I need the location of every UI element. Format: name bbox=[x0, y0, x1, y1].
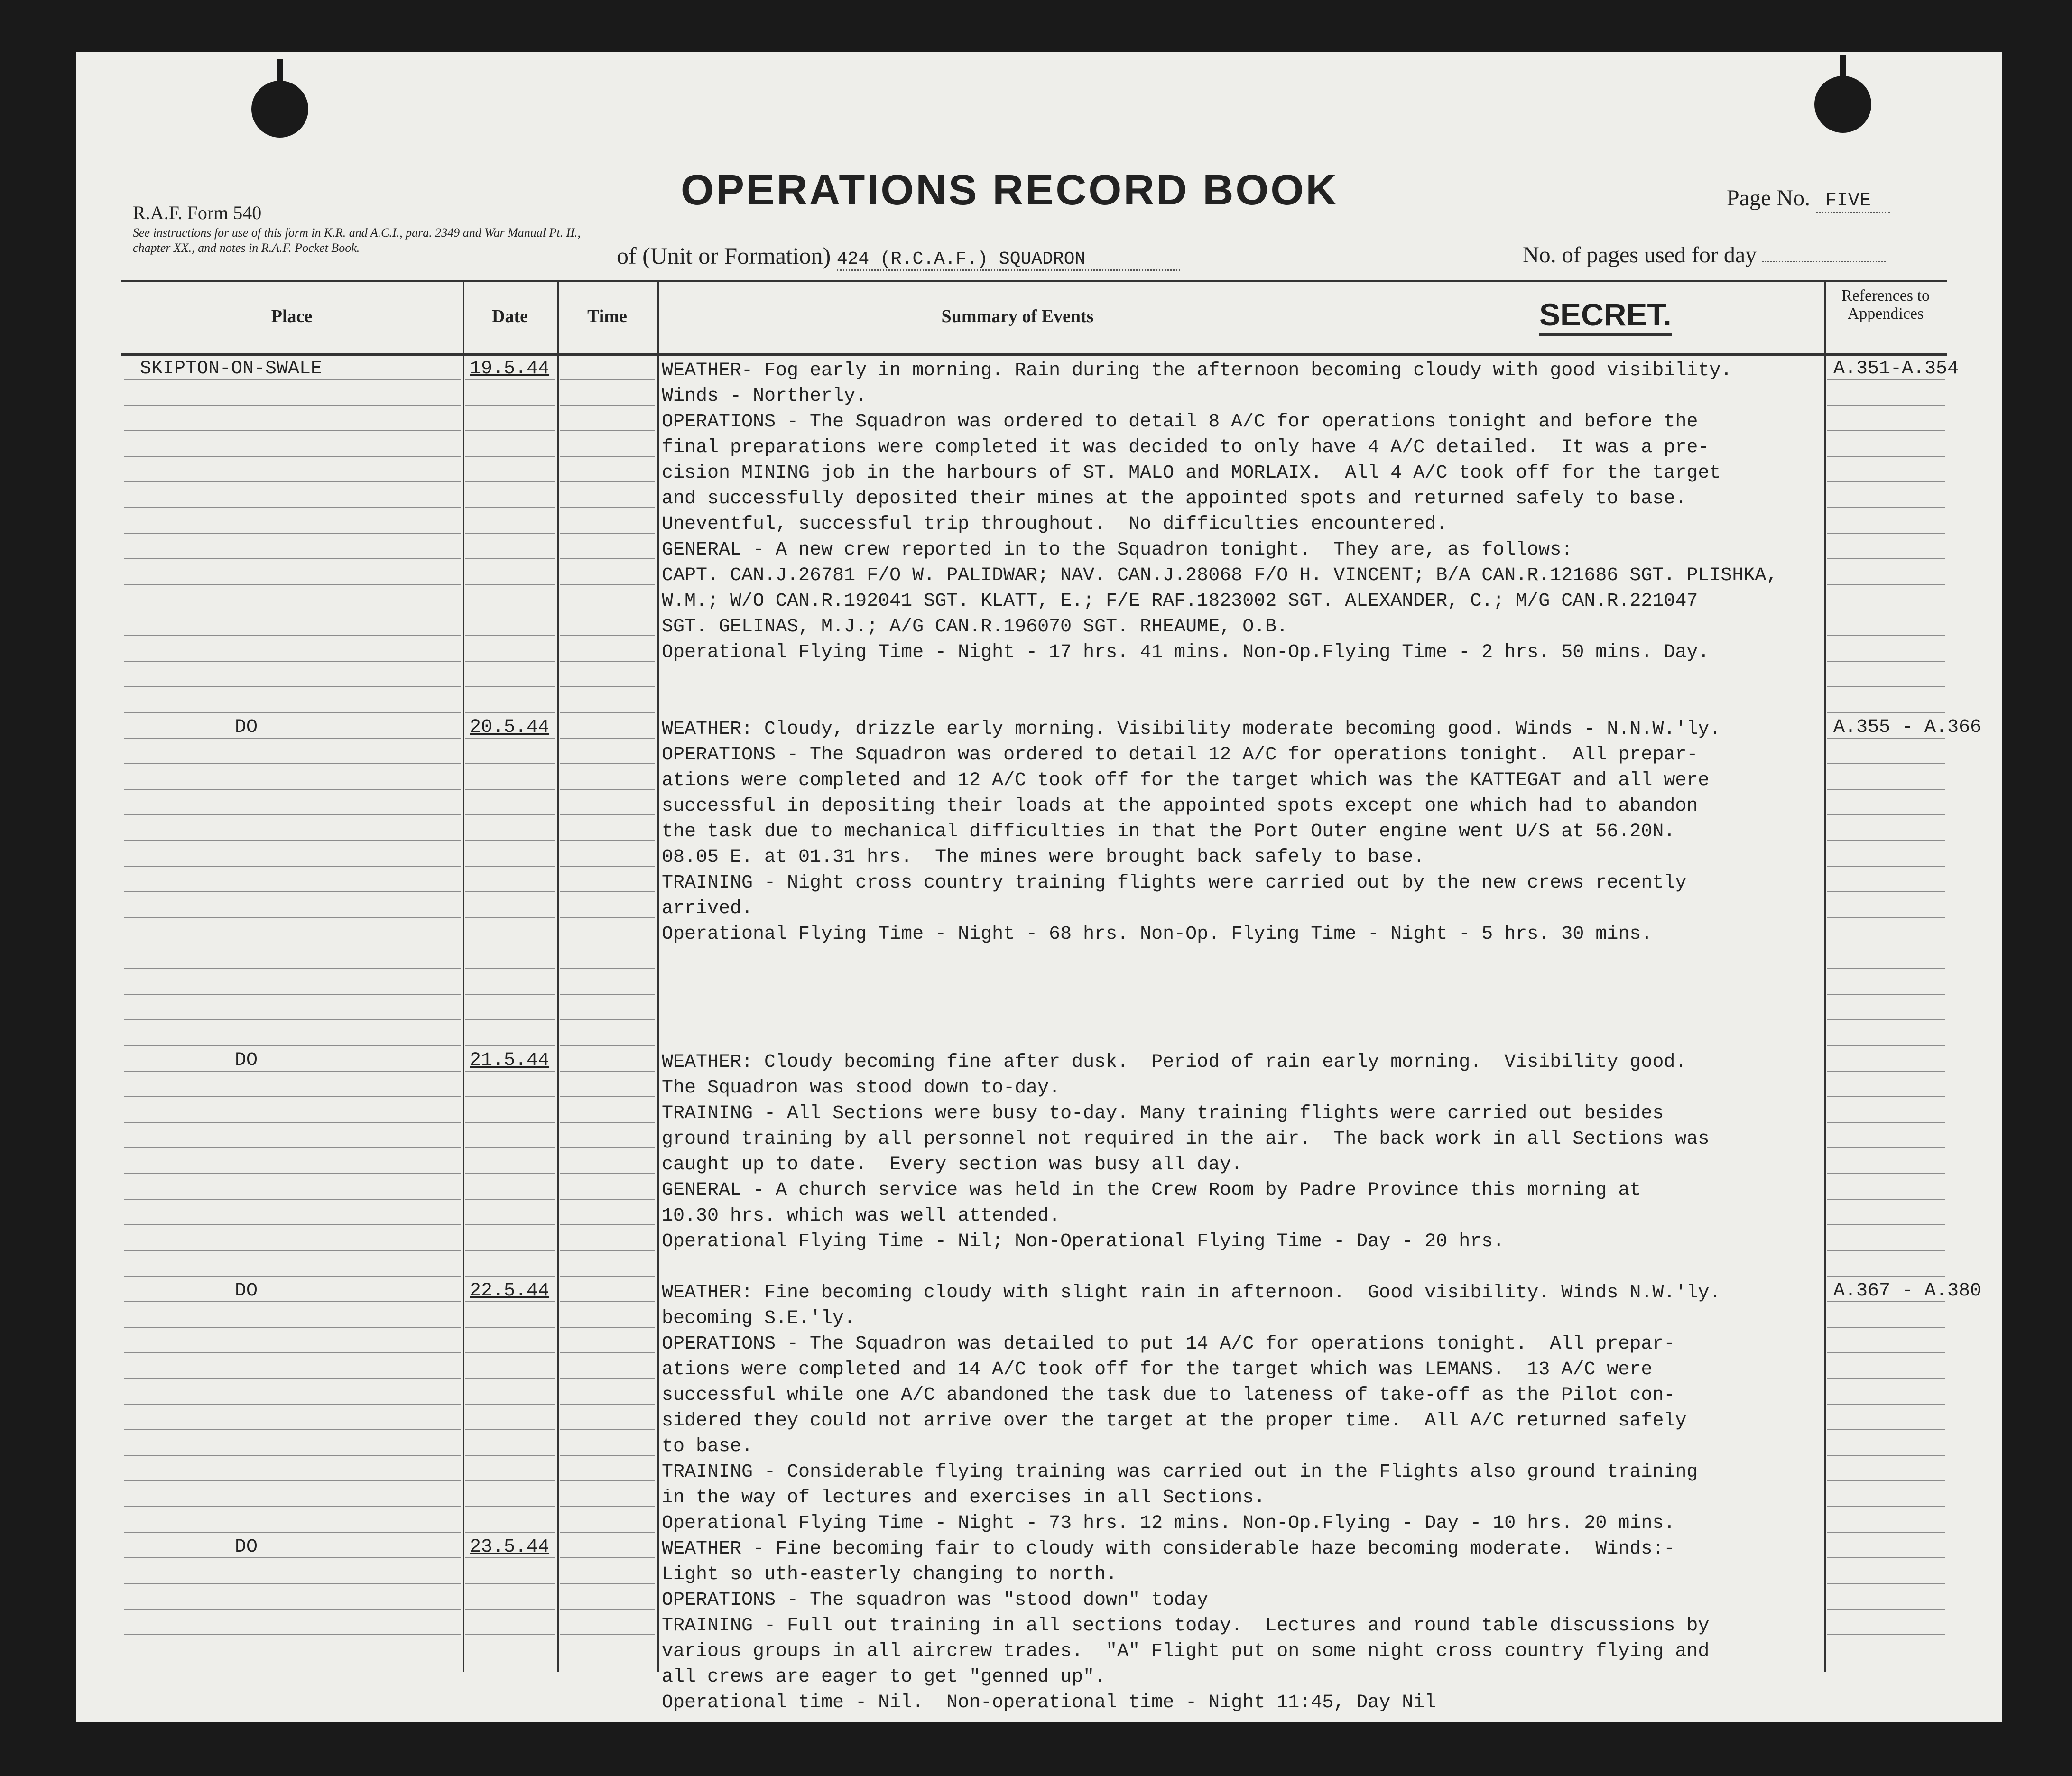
ruled-line bbox=[124, 1634, 461, 1635]
ruled-line bbox=[465, 1352, 555, 1353]
entry-summary bbox=[662, 1536, 1709, 1716]
page-number-label: Page No. bbox=[1727, 185, 1810, 211]
ruled-line bbox=[560, 1327, 655, 1328]
ruled-line bbox=[560, 814, 655, 815]
form-number: R.A.F. Form 540 bbox=[133, 202, 262, 223]
ruled-line bbox=[560, 1173, 655, 1174]
ruled-line bbox=[465, 840, 555, 841]
header-place: Place bbox=[271, 306, 313, 326]
ruled-line bbox=[465, 533, 555, 534]
ruled-line bbox=[560, 1480, 655, 1481]
ruled-line bbox=[124, 994, 461, 995]
ruled-line bbox=[124, 661, 461, 662]
entry-place: DO bbox=[235, 1280, 258, 1302]
ruled-line bbox=[1827, 456, 1945, 457]
ruled-line bbox=[1827, 763, 1945, 764]
summary-line: W.M.; W/O CAN.R.192041 SGT. KLATT, E.; F/E RAF.1823002 SGT. ALEXANDER, C.; M/G CAN.R.221047 bbox=[662, 591, 1698, 612]
summary-line: SGT. GELINAS, M.J.; A/G CAN.R.196070 SGT. RHEAUME, O.B. bbox=[662, 616, 1288, 638]
ruled-line bbox=[1827, 917, 1945, 918]
ruled-line bbox=[124, 1378, 461, 1379]
entry-date: 20.5.44 bbox=[470, 717, 550, 738]
ruled-line bbox=[465, 1224, 555, 1225]
ruled-line bbox=[1827, 507, 1945, 508]
ruled-line bbox=[1827, 1096, 1945, 1097]
ruled-line bbox=[465, 1147, 555, 1148]
summary-line: OPERATIONS - The squadron was "stood down" today bbox=[662, 1590, 1209, 1611]
ruled-line bbox=[465, 405, 555, 406]
pages-used-blank bbox=[1762, 261, 1886, 262]
ruled-line bbox=[560, 943, 655, 944]
ruled-line bbox=[1827, 584, 1945, 585]
ruled-line bbox=[465, 1532, 555, 1533]
page-number-value: FIVE bbox=[1816, 190, 1890, 213]
ruled-line bbox=[560, 507, 655, 508]
header-time: Time bbox=[587, 306, 627, 326]
ruled-line bbox=[560, 1019, 655, 1020]
ruled-line bbox=[124, 1199, 461, 1200]
ruled-line bbox=[124, 1557, 461, 1558]
ruled-line bbox=[465, 943, 555, 944]
summary-line: cision MINING job in the harbours of ST. MALO and MORLAIX. All 4 A/C took off for the target bbox=[662, 462, 1721, 484]
ruled-line bbox=[465, 994, 555, 995]
summary-line: WEATHER: Cloudy becoming fine after dusk. Period of rain early morning. Visibility good. bbox=[662, 1052, 1687, 1073]
ruled-line bbox=[1827, 994, 1945, 995]
ruled-line bbox=[1827, 661, 1945, 662]
summary-line: WEATHER - Fine becoming fair to cloudy with considerable haze becoming moderate. Winds:- bbox=[662, 1538, 1675, 1560]
ruled-line bbox=[465, 1378, 555, 1379]
summary-line: ground training by all personnel not required in the air. The back work in all Sections was bbox=[662, 1128, 1710, 1150]
ruled-line bbox=[465, 814, 555, 815]
ruled-line bbox=[465, 1122, 555, 1123]
ruled-line bbox=[1827, 1378, 1945, 1379]
ruled-line bbox=[560, 1532, 655, 1533]
summary-line: Operational Flying Time - Night - 73 hrs. 12 mins. Non-Op.Flying - Day - 10 hrs. 20 mins. bbox=[662, 1513, 1675, 1534]
ruled-line bbox=[465, 1250, 555, 1251]
ruled-line bbox=[560, 456, 655, 457]
ruled-line bbox=[465, 1506, 555, 1507]
ruled-line bbox=[560, 917, 655, 918]
ruled-line bbox=[1827, 430, 1945, 431]
ruled-line bbox=[560, 789, 655, 790]
ruled-line bbox=[465, 1480, 555, 1481]
binder-hole-left bbox=[251, 81, 308, 138]
ruled-line bbox=[465, 866, 555, 867]
ruled-line bbox=[124, 968, 461, 969]
ruled-line bbox=[560, 661, 655, 662]
ruled-line bbox=[1827, 1250, 1945, 1251]
ruled-line bbox=[124, 712, 461, 713]
ruled-line bbox=[465, 1609, 555, 1610]
ruled-line bbox=[124, 558, 461, 559]
ruled-line bbox=[124, 814, 461, 815]
ruled-line bbox=[124, 635, 461, 636]
ruled-line bbox=[560, 1609, 655, 1610]
ruled-line bbox=[124, 763, 461, 764]
column-divider bbox=[462, 282, 464, 1672]
ruled-line bbox=[124, 405, 461, 406]
ruled-line bbox=[560, 1147, 655, 1148]
summary-line: ations were completed and 12 A/C took off for the target which was the KATTEGAT and all were bbox=[662, 770, 1710, 791]
summary-line: Operational Flying Time - Night - 17 hrs. 41 mins. Non-Op.Flying Time - 2 hrs. 50 mins. Day. bbox=[662, 642, 1710, 663]
ruled-line bbox=[124, 1173, 461, 1174]
entry-references: A.351-A.354 bbox=[1833, 358, 1959, 379]
ruled-line bbox=[1827, 635, 1945, 636]
entry-place: SKIPTON-ON-SWALE bbox=[140, 358, 323, 379]
ruled-line bbox=[1827, 481, 1945, 482]
summary-line: final preparations were completed it was decided to only have 4 A/C detailed. It was a pre- bbox=[662, 437, 1710, 458]
ruled-line bbox=[465, 661, 555, 662]
ruled-line bbox=[560, 686, 655, 687]
ruled-line bbox=[465, 430, 555, 431]
ruled-line bbox=[124, 1429, 461, 1430]
ruled-line bbox=[560, 1096, 655, 1097]
ruled-line bbox=[560, 1224, 655, 1225]
entry-place: DO bbox=[235, 1050, 258, 1071]
ruled-line bbox=[560, 430, 655, 431]
ruled-line bbox=[124, 1506, 461, 1507]
summary-line: CAPT. CAN.J.26781 F/O W. PALIDWAR; NAV. CAN.J.28068 F/O H. VINCENT; B/A CAN.R.121686 SGT. PLISHKA, bbox=[662, 565, 1778, 586]
ruled-line bbox=[560, 738, 655, 739]
ruled-line bbox=[124, 943, 461, 944]
ruled-line bbox=[1827, 1352, 1945, 1353]
pages-used-label: No. of pages used for day bbox=[1523, 242, 1757, 268]
pages-used-field bbox=[1523, 242, 1886, 268]
ruled-line bbox=[560, 1250, 655, 1251]
form-instructions: See instructions for use of this form in K.R. and A.C.I., para. 2349 and War Manual Pt. II., chapter XX., and notes in R.A.F. Pocket Book. bbox=[133, 226, 581, 255]
ruled-line bbox=[465, 686, 555, 687]
ruled-line bbox=[560, 1634, 655, 1635]
ruled-line bbox=[124, 1096, 461, 1097]
ruled-line bbox=[560, 763, 655, 764]
binder-hole-right bbox=[1814, 76, 1871, 133]
entry-summary bbox=[662, 358, 1777, 666]
summary-line: all crews are eager to get "genned up". bbox=[662, 1666, 1106, 1688]
ruled-line bbox=[124, 456, 461, 457]
ruled-line bbox=[465, 507, 555, 508]
ruled-line bbox=[1827, 1634, 1945, 1635]
ruled-line bbox=[1827, 1404, 1945, 1405]
ruled-line bbox=[124, 866, 461, 867]
table-header bbox=[121, 282, 1947, 356]
entry-references: A.367 - A.380 bbox=[1833, 1280, 1982, 1302]
summary-line: ations were completed and 14 A/C took off for the target which was LEMANS. 13 A/C were bbox=[662, 1359, 1653, 1380]
ruled-line bbox=[124, 1147, 461, 1148]
ruled-line bbox=[124, 1532, 461, 1533]
ruled-line bbox=[560, 379, 655, 380]
ruled-line bbox=[124, 1583, 461, 1584]
ruled-line bbox=[1827, 533, 1945, 534]
ruled-line bbox=[124, 533, 461, 534]
record-page bbox=[76, 52, 2002, 1722]
ruled-line bbox=[124, 1045, 461, 1046]
ruled-line bbox=[560, 481, 655, 482]
ruled-line bbox=[560, 968, 655, 969]
ruled-line bbox=[1827, 686, 1945, 687]
ruled-line bbox=[465, 1045, 555, 1046]
ruled-line bbox=[465, 1173, 555, 1174]
ruled-line bbox=[465, 968, 555, 969]
unit-field bbox=[617, 242, 1180, 269]
page-title: OPERATIONS RECORD BOOK bbox=[681, 166, 1339, 214]
ruled-line bbox=[1827, 814, 1945, 815]
ruled-line bbox=[124, 584, 461, 585]
ruled-line bbox=[1827, 840, 1945, 841]
ruled-line bbox=[560, 1557, 655, 1558]
entry-date: 21.5.44 bbox=[470, 1050, 550, 1071]
summary-line: Uneventful, successful trip throughout. No difficulties encountered. bbox=[662, 514, 1448, 535]
ruled-line bbox=[560, 1199, 655, 1200]
ruled-line bbox=[465, 1199, 555, 1200]
entry-date: 22.5.44 bbox=[470, 1280, 550, 1302]
ruled-line bbox=[1827, 1071, 1945, 1072]
ruled-line bbox=[124, 1352, 461, 1353]
events-table bbox=[121, 280, 1982, 1713]
ruled-line bbox=[124, 507, 461, 508]
ruled-line bbox=[560, 635, 655, 636]
ruled-line bbox=[1827, 968, 1945, 969]
ruled-line bbox=[465, 1327, 555, 1328]
ruled-line bbox=[1827, 1122, 1945, 1123]
summary-line: TRAINING - Night cross country training flights were carried out by the new crews recently bbox=[662, 872, 1687, 894]
ruled-line bbox=[124, 1224, 461, 1225]
ruled-line bbox=[124, 891, 461, 892]
ruled-line bbox=[124, 738, 461, 739]
ruled-line bbox=[124, 1480, 461, 1481]
ruled-line bbox=[465, 481, 555, 482]
summary-line: to base. bbox=[662, 1436, 753, 1457]
ruled-line bbox=[1827, 1532, 1945, 1533]
ruled-line bbox=[465, 584, 555, 585]
ruled-line bbox=[1827, 1480, 1945, 1481]
summary-line: The Squadron was stood down to-day. bbox=[662, 1077, 1061, 1099]
ruled-line bbox=[1827, 1557, 1945, 1558]
ruled-line bbox=[1827, 1609, 1945, 1610]
entry-place: DO bbox=[235, 717, 258, 738]
ruled-line bbox=[1827, 1506, 1945, 1507]
summary-line: sidered they could not arrive over the target at the proper time. All A/C returned safely bbox=[662, 1410, 1687, 1432]
ruled-line bbox=[1827, 558, 1945, 559]
ruled-line bbox=[560, 1045, 655, 1046]
ruled-line bbox=[465, 891, 555, 892]
ruled-line bbox=[1827, 866, 1945, 867]
ruled-line bbox=[465, 1429, 555, 1430]
ruled-line bbox=[1827, 1429, 1945, 1430]
ruled-line bbox=[124, 1404, 461, 1405]
summary-line: Winds - Northerly. bbox=[662, 386, 867, 407]
ruled-line bbox=[465, 917, 555, 918]
summary-line: OPERATIONS - The Squadron was ordered to detail 12 A/C for operations tonight. All prepar- bbox=[662, 744, 1698, 766]
ruled-line bbox=[560, 558, 655, 559]
header-references: References to Appendices bbox=[1841, 287, 1930, 323]
ruled-line bbox=[465, 763, 555, 764]
ruled-line bbox=[124, 430, 461, 431]
summary-line: TRAINING - Full out training in all sections today. Lectures and round table discussions by bbox=[662, 1615, 1710, 1637]
ruled-line bbox=[1827, 1019, 1945, 1020]
unit-value: 424 (R.C.A.F.) SQUADRON bbox=[837, 249, 1181, 271]
entry-place: DO bbox=[235, 1536, 258, 1558]
ruled-line bbox=[124, 1122, 461, 1123]
summary-line: the task due to mechanical difficulties in that the Port Outer engine went U/S at 56.20N. bbox=[662, 821, 1675, 842]
ruled-line bbox=[1827, 891, 1945, 892]
ruled-line bbox=[560, 1506, 655, 1507]
entry-references: A.355 - A.366 bbox=[1833, 717, 1982, 738]
page-number bbox=[1727, 185, 1890, 212]
column-divider bbox=[1824, 282, 1826, 1672]
summary-line: TRAINING - All Sections were busy to-day. Many training flights were carried out besides bbox=[662, 1103, 1664, 1124]
ruled-line bbox=[124, 1327, 461, 1328]
secret-stamp: SECRET. bbox=[1539, 296, 1672, 336]
entry-summary bbox=[662, 1280, 1720, 1536]
ruled-line bbox=[465, 558, 555, 559]
ruled-line bbox=[1827, 943, 1945, 944]
summary-line: becoming S.E.'ly. bbox=[662, 1308, 856, 1329]
summary-line: caught up to date. Every section was busy all day. bbox=[662, 1154, 1243, 1175]
ruled-line bbox=[560, 840, 655, 841]
ruled-line bbox=[560, 1455, 655, 1456]
ruled-line bbox=[560, 712, 655, 713]
ruled-line bbox=[124, 1455, 461, 1456]
ruled-line bbox=[465, 635, 555, 636]
summary-line: OPERATIONS - The Squadron was detailed to put 14 A/C for operations tonight. All prepar- bbox=[662, 1333, 1675, 1355]
summary-line: WEATHER: Cloudy, drizzle early morning. Visibility moderate becoming good. Winds - N.N.W.'ly. bbox=[662, 719, 1721, 740]
ruled-line bbox=[465, 1096, 555, 1097]
ruled-line bbox=[560, 1071, 655, 1072]
summary-line: Operational Flying Time - Night - 68 hrs. Non-Op. Flying Time - Night - 5 hrs. 30 mins. bbox=[662, 924, 1653, 945]
ruled-line bbox=[465, 1404, 555, 1405]
unit-label: of (Unit or Formation) bbox=[617, 242, 831, 269]
ruled-line bbox=[124, 1071, 461, 1072]
ruled-line bbox=[560, 584, 655, 585]
summary-line: 10.30 hrs. which was well attended. bbox=[662, 1205, 1061, 1227]
ruled-line bbox=[560, 994, 655, 995]
ruled-line bbox=[1827, 789, 1945, 790]
ruled-line bbox=[465, 789, 555, 790]
summary-line: WEATHER: Fine becoming cloudy with slight rain in afternoon. Good visibility. Winds N.W.'ly. bbox=[662, 1282, 1721, 1304]
ruled-line bbox=[124, 686, 461, 687]
ruled-line bbox=[124, 789, 461, 790]
ruled-line bbox=[560, 1378, 655, 1379]
summary-line: Light so uth-easterly changing to north. bbox=[662, 1564, 1118, 1585]
header-summary: Summary of Events bbox=[941, 306, 1094, 326]
ruled-line bbox=[124, 1250, 461, 1251]
ruled-line bbox=[1827, 1327, 1945, 1328]
summary-line: Operational time - Nil. Non-operational time - Night 11:45, Day Nil bbox=[662, 1692, 1436, 1713]
ruled-line bbox=[465, 1634, 555, 1635]
ruled-line bbox=[560, 1404, 655, 1405]
ruled-line bbox=[465, 1019, 555, 1020]
ruled-line bbox=[1827, 1147, 1945, 1148]
entry-date: 23.5.44 bbox=[470, 1536, 550, 1558]
summary-line: and successfully deposited their mines at the appointed spots and returned safely to base. bbox=[662, 488, 1687, 509]
ruled-line bbox=[1827, 1199, 1945, 1200]
entry-summary bbox=[662, 1050, 1709, 1255]
summary-line: various groups in all aircrew trades. "A" Flight put on some night cross country flying and bbox=[662, 1641, 1710, 1662]
ruled-line bbox=[465, 456, 555, 457]
ruled-line bbox=[1827, 1224, 1945, 1225]
ruled-line bbox=[1827, 1173, 1945, 1174]
ruled-line bbox=[124, 1301, 461, 1302]
summary-line: arrived. bbox=[662, 898, 753, 919]
ruled-line bbox=[560, 866, 655, 867]
ruled-line bbox=[1827, 712, 1945, 713]
ruled-line bbox=[124, 1019, 461, 1020]
column-divider bbox=[657, 282, 659, 1672]
summary-line: OPERATIONS - The Squadron was ordered to detail 8 A/C for operations tonight and before the bbox=[662, 411, 1698, 433]
summary-line: successful while one A/C abandoned the task due to lateness of take-off as the Pilot con- bbox=[662, 1385, 1675, 1406]
entry-date: 19.5.44 bbox=[470, 358, 550, 379]
ruled-line bbox=[465, 1583, 555, 1584]
summary-line: 08.05 E. at 01.31 hrs. The mines were brought back safely to base. bbox=[662, 847, 1425, 868]
ruled-line bbox=[560, 1301, 655, 1302]
ruled-line bbox=[560, 533, 655, 534]
ruled-line bbox=[124, 840, 461, 841]
ruled-line bbox=[124, 1609, 461, 1610]
column-divider bbox=[557, 282, 559, 1672]
ruled-line bbox=[560, 891, 655, 892]
ruled-line bbox=[465, 712, 555, 713]
ruled-line bbox=[124, 481, 461, 482]
summary-line: WEATHER- Fog early in morning. Rain during the afternoon becoming cloudy with good visibility. bbox=[662, 360, 1732, 381]
summary-line: Operational Flying Time - Nil; Non-Operational Flying Time - Day - 20 hrs. bbox=[662, 1231, 1505, 1252]
ruled-line bbox=[1827, 405, 1945, 406]
ruled-line bbox=[560, 405, 655, 406]
header-date: Date bbox=[492, 306, 528, 326]
ruled-line bbox=[560, 1352, 655, 1353]
ruled-line bbox=[560, 1429, 655, 1430]
ruled-line bbox=[465, 1455, 555, 1456]
ruled-line bbox=[124, 917, 461, 918]
summary-line: GENERAL - A church service was held in the Crew Room by Padre Province this morning at bbox=[662, 1180, 1641, 1201]
ruled-line bbox=[1827, 1045, 1945, 1046]
summary-line: in the way of lectures and exercises in all Sections. bbox=[662, 1487, 1266, 1508]
entry-summary bbox=[662, 717, 1720, 947]
summary-line: successful in depositing their loads at the appointed spots except one which had to abandon bbox=[662, 796, 1698, 817]
ruled-line bbox=[560, 1583, 655, 1584]
summary-line: GENERAL - A new crew reported in to the Squadron tonight. They are, as follows: bbox=[662, 539, 1573, 561]
ruled-line bbox=[1827, 1583, 1945, 1584]
ruled-line bbox=[560, 1122, 655, 1123]
summary-line: TRAINING - Considerable flying training was carried out in the Flights also ground training bbox=[662, 1462, 1698, 1483]
ruled-line bbox=[1827, 1455, 1945, 1456]
